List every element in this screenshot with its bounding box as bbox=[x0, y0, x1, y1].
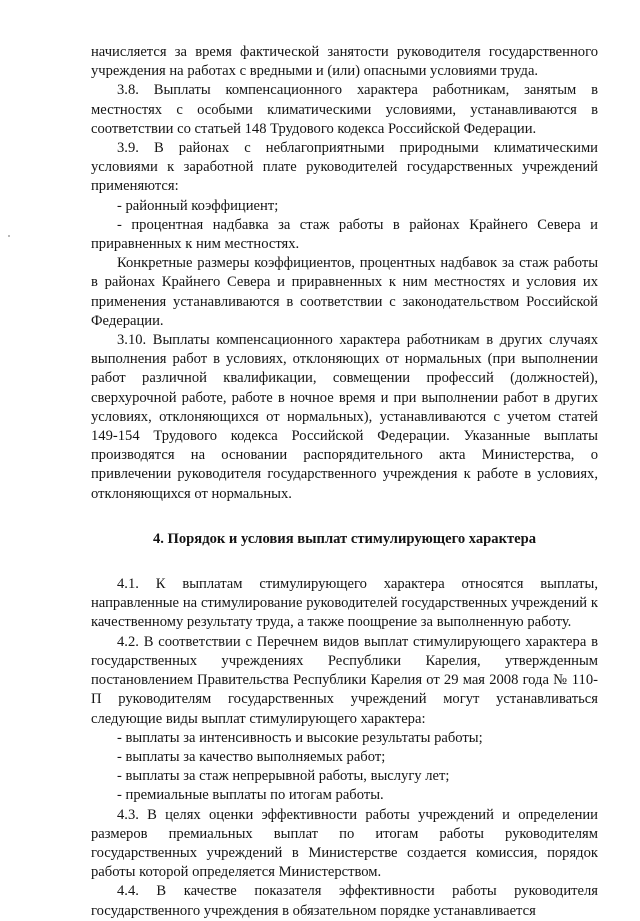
paragraph-4-3: 4.3. В целях оценки эффективности работы учреждений и определении размеров премиальных выплат по итогам работы руководителям государственных учреждений в Министерстве создается комиссия, порядок работы которой определяется Министерством. bbox=[91, 806, 598, 881]
paragraph-3-9: 3.9. В районах с неблагоприятными природными климатическими условиями к заработной плате руководителей государственных учреждений применяются: bbox=[91, 140, 598, 195]
list-item-quality: - выплаты за качество выполняемых работ; bbox=[117, 748, 386, 765]
document-body bbox=[91, 43, 598, 921]
paragraph-specific-sizes: Конкретные размеры коэффициентов, процентных надбавок за стаж работы в районах Крайнего Севера и приравненных к ним местностях и условия их применения устанавливаются в соответствии с законодательством Российской Федерации. bbox=[91, 255, 598, 329]
section-heading-4: 4. Порядок и условия выплат стимулирующего характера bbox=[152, 530, 537, 547]
list-item-percentage-allowance: - процентная надбавка за стаж работы в районах Крайнего Севера и приравненных к ним местностях. bbox=[91, 216, 598, 253]
scan-speck bbox=[8, 235, 10, 237]
paragraph-4-4: 4.4. В качестве показателя эффективности работы руководителя государственного учреждения в обязательном порядке устанавливается bbox=[91, 883, 598, 919]
list-item-seniority: - выплаты за стаж непрерывной работы, выслугу лет; bbox=[117, 768, 450, 785]
list-item-intensity: - выплаты за интенсивность и высокие результаты работы; bbox=[117, 729, 483, 746]
paragraph-3-8: 3.8. Выплаты компенсационного характера работникам, занятым в местностях с особыми климатическими условиями, устанавливаются в соответствии со статьей 148 Трудового кодекса Российской Федерации. bbox=[91, 82, 598, 137]
paragraph-4-1: 4.1. К выплатам стимулирующего характера относятся выплаты, направленные на стимулирование руководителей государственных учреждений к качественному результату труда, а также поощрение за выполненную работу. bbox=[91, 576, 598, 631]
paragraph-3-10: 3.10. Выплаты компенсационного характера работникам в других случаях выполнения работ в условиях, отклоняющих от нормальных (при выполнении работ различной квалификации, совмещении профессий (должностей), сверхурочной работе, работе в ночное время и при выполнении работ в других условиях, отклоняющихся от нормальных), устанавливаются с учетом статей 149-154 Трудового кодекса Российской Федерации. Указанные выплаты производятся на основании распорядительного акта Министерства, о привлечении руководителя государственного учреждения к работе в условиях, отклоняющихся от нормальных. bbox=[91, 332, 598, 502]
paragraph-4-2: 4.2. В соответствии с Перечнем видов выплат стимулирующего характера в государственных учреждениях Республики Карелия, утвержденным постановлением Правительства Республики Карелия от 29 мая 2008 года № 110-П руководителям государственных учреждений могут устанавливаться следующие виды выплат стимулирующего характера: bbox=[91, 633, 598, 727]
paragraph-continuation: начисляется за время фактической занятости руководителя государственного учреждения на работах с вредными и (или) опасными условиями труда. bbox=[91, 44, 598, 80]
list-item-bonus: - премиальные выплаты по итогам работы. bbox=[117, 787, 384, 804]
list-item-regional-coefficient: - районный коэффициент; bbox=[117, 197, 279, 214]
